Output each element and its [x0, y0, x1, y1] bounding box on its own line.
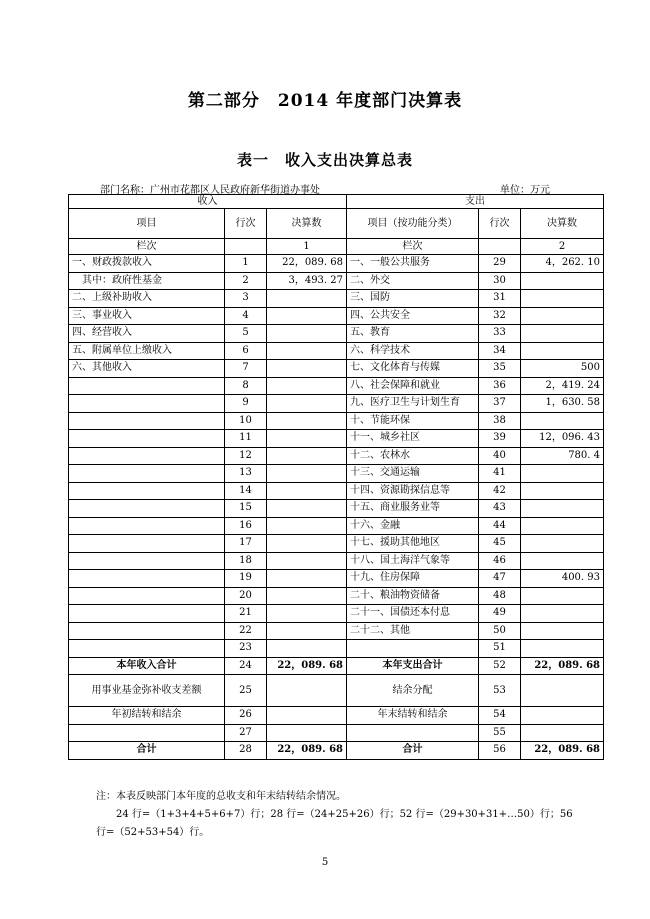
expense-amount-cell — [521, 500, 604, 518]
income-item-cell — [69, 587, 225, 605]
table-row — [69, 307, 604, 325]
expense-amount-cell — [521, 552, 604, 570]
col-number-blank-left — [225, 239, 267, 255]
expense-line-cell: 37 — [479, 395, 521, 413]
col-header-item: 项目 — [69, 209, 225, 239]
income-item-cell: 三、事业收入 — [69, 307, 225, 325]
income-amount-cell — [267, 570, 347, 588]
expense-line-cell: 51 — [479, 640, 521, 658]
expense-item-cell: 五、教育 — [347, 325, 479, 343]
expense-line-cell: 55 — [479, 724, 521, 742]
income-amount-cell — [267, 465, 347, 483]
expense-amount-cell — [521, 587, 604, 605]
income-amount-cell — [267, 535, 347, 553]
income-line-cell: 18 — [225, 552, 267, 570]
income-item-cell — [69, 500, 225, 518]
income-item-cell: 一、财政拨款收入 — [69, 255, 225, 273]
col-number-left: 1 — [267, 239, 347, 255]
expense-amount-cell — [521, 307, 604, 325]
table-row — [69, 465, 604, 483]
expense-amount-cell: 22，089. 68 — [521, 742, 604, 760]
income-line-cell: 6 — [225, 342, 267, 360]
income-amount-cell — [267, 552, 347, 570]
expense-item-cell: 十七、援助其他地区 — [347, 535, 479, 553]
expense-item-cell: 十五、商业服务业等 — [347, 500, 479, 518]
income-item-cell — [69, 605, 225, 623]
expense-item-cell: 八、社会保障和就业 — [347, 377, 479, 395]
income-item-cell — [69, 377, 225, 395]
expense-item-cell: 九、医疗卫生与计划生育 — [347, 395, 479, 413]
expense-amount-cell: 2，419. 24 — [521, 377, 604, 395]
expense-item-cell: 二十二、其他 — [347, 622, 479, 640]
expense-item-cell: 二十、粮油物资储备 — [347, 587, 479, 605]
table-row — [69, 622, 604, 640]
note-line: 注：本表反映部门本年度的总收支和年末结转结余情况。 — [96, 791, 346, 802]
expense-item-cell: 十九、住房保障 — [347, 570, 479, 588]
table-row — [69, 377, 604, 395]
table-title: 表一 收入支出决算总表 — [236, 151, 413, 169]
income-amount-cell — [267, 447, 347, 465]
expense-item-cell: 十、节能环保 — [347, 412, 479, 430]
income-amount-cell — [267, 707, 347, 725]
income-item-cell: 用事业基金弥补收支差额 — [69, 675, 225, 707]
expense-amount-cell: 22，089. 68 — [521, 657, 604, 675]
income-line-cell: 12 — [225, 447, 267, 465]
table-row — [69, 640, 604, 658]
expense-item-cell: 二、外交 — [347, 272, 479, 290]
income-amount-cell: 22，089. 68 — [267, 657, 347, 675]
income-item-cell: 年初结转和结余 — [69, 707, 225, 725]
expense-amount-cell — [521, 605, 604, 623]
income-line-cell: 20 — [225, 587, 267, 605]
income-item-cell: 其中：政府性基金 — [69, 272, 225, 290]
income-line-cell: 19 — [225, 570, 267, 588]
expense-line-cell: 38 — [479, 412, 521, 430]
expense-amount-cell: 780. 4 — [521, 447, 604, 465]
expense-line-cell: 42 — [479, 482, 521, 500]
expense-item-cell — [347, 724, 479, 742]
expense-line-cell: 30 — [479, 272, 521, 290]
income-amount-cell — [267, 377, 347, 395]
grand-total-row — [69, 742, 604, 760]
department-label: 部门名称：广州市花都区人民政府新华街道办事处 — [100, 185, 320, 196]
expense-item-cell: 合计 — [347, 742, 479, 760]
table-row — [69, 587, 604, 605]
col-header-amount: 决算数 — [267, 209, 347, 239]
expense-line-cell: 44 — [479, 517, 521, 535]
expense-amount-cell: 400. 93 — [521, 570, 604, 588]
income-amount-cell — [267, 412, 347, 430]
expense-line-cell: 39 — [479, 430, 521, 448]
income-amount-cell — [267, 430, 347, 448]
income-item-cell: 本年收入合计 — [69, 657, 225, 675]
expense-line-cell: 32 — [479, 307, 521, 325]
income-line-cell: 17 — [225, 535, 267, 553]
col-header-exp-item: 项目（按功能分类） — [347, 209, 479, 239]
col-header-line: 行次 — [225, 209, 267, 239]
expense-amount-cell — [521, 517, 604, 535]
expense-item-cell: 七、文化体育与传媒 — [347, 360, 479, 378]
expense-item-cell: 十三、交通运输 — [347, 465, 479, 483]
table-row — [69, 342, 604, 360]
table-row — [69, 447, 604, 465]
income-line-cell: 3 — [225, 290, 267, 308]
expense-line-cell: 45 — [479, 535, 521, 553]
table-row — [69, 552, 604, 570]
income-line-cell: 8 — [225, 377, 267, 395]
income-item-cell — [69, 412, 225, 430]
group-header-row — [69, 195, 604, 209]
column-header-row — [69, 209, 604, 239]
table-row — [69, 272, 604, 290]
income-item-cell: 六、其他收入 — [69, 360, 225, 378]
income-line-cell: 9 — [225, 395, 267, 413]
expense-amount-cell — [521, 535, 604, 553]
income-item-cell — [69, 535, 225, 553]
expense-amount-cell — [521, 342, 604, 360]
income-amount-cell — [267, 724, 347, 742]
income-line-cell: 26 — [225, 707, 267, 725]
expense-amount-cell — [521, 640, 604, 658]
income-item-cell — [69, 552, 225, 570]
expense-line-cell: 54 — [479, 707, 521, 725]
expense-item-cell: 十四、资源勘探信息等 — [347, 482, 479, 500]
income-line-cell: 15 — [225, 500, 267, 518]
expense-line-cell: 35 — [479, 360, 521, 378]
income-amount-cell — [267, 482, 347, 500]
expense-line-cell: 52 — [479, 657, 521, 675]
expense-amount-cell — [521, 482, 604, 500]
expense-item-cell: 十八、国土海洋气象等 — [347, 552, 479, 570]
expense-line-cell: 29 — [479, 255, 521, 273]
income-amount-cell — [267, 500, 347, 518]
income-item-cell: 四、经营收入 — [69, 325, 225, 343]
unit-label: 单位：万元 — [500, 185, 550, 196]
expense-amount-cell — [521, 707, 604, 725]
expense-item-cell: 十六、金融 — [347, 517, 479, 535]
income-line-cell: 10 — [225, 412, 267, 430]
income-line-cell: 11 — [225, 430, 267, 448]
expense-item-cell — [347, 640, 479, 658]
expense-amount-cell — [521, 325, 604, 343]
expense-amount-cell — [521, 272, 604, 290]
expense-amount-cell: 4，262. 10 — [521, 255, 604, 273]
column-number-row — [69, 239, 604, 255]
expense-item-cell: 本年支出合计 — [347, 657, 479, 675]
income-amount-cell — [267, 640, 347, 658]
table-row — [69, 482, 604, 500]
col-header-exp-amount: 决算数 — [521, 209, 604, 239]
expense-amount-cell — [521, 724, 604, 742]
expense-line-cell: 53 — [479, 675, 521, 707]
table-row — [69, 290, 604, 308]
expense-amount-cell — [521, 622, 604, 640]
col-number-label-right: 栏次 — [347, 239, 479, 255]
income-expense-table — [68, 194, 604, 760]
expense-line-cell: 47 — [479, 570, 521, 588]
income-amount-cell — [267, 342, 347, 360]
table-row — [69, 675, 604, 707]
expense-amount-cell — [521, 412, 604, 430]
table-row — [69, 360, 604, 378]
income-line-cell: 24 — [225, 657, 267, 675]
expense-line-cell: 50 — [479, 622, 521, 640]
table-row — [69, 500, 604, 518]
income-line-cell: 16 — [225, 517, 267, 535]
expense-amount-cell: 12，096. 43 — [521, 430, 604, 448]
expense-item-cell: 结余分配 — [347, 675, 479, 707]
income-line-cell: 22 — [225, 622, 267, 640]
income-amount-cell — [267, 395, 347, 413]
table-row — [69, 255, 604, 273]
income-item-cell — [69, 430, 225, 448]
col-header-exp-line: 行次 — [479, 209, 521, 239]
expense-group-header: 支出 — [347, 195, 604, 209]
income-item-cell — [69, 517, 225, 535]
income-item-cell — [69, 570, 225, 588]
income-amount-cell: 3，493. 27 — [267, 272, 347, 290]
income-line-cell: 1 — [225, 255, 267, 273]
income-item-cell — [69, 447, 225, 465]
income-item-cell — [69, 395, 225, 413]
income-amount-cell: 22，089. 68 — [267, 742, 347, 760]
income-item-cell — [69, 640, 225, 658]
expense-item-cell: 二十一、国债还本付息 — [347, 605, 479, 623]
expense-amount-cell: 1，630. 58 — [521, 395, 604, 413]
table-row — [69, 724, 604, 742]
col-number-blank-right — [479, 239, 521, 255]
income-line-cell: 13 — [225, 465, 267, 483]
expense-amount-cell — [521, 675, 604, 707]
income-amount-cell — [267, 290, 347, 308]
table-row — [69, 430, 604, 448]
note-line: 行=（52+53+54）行。 — [96, 827, 210, 838]
income-amount-cell — [267, 325, 347, 343]
table-row — [69, 570, 604, 588]
total-row — [69, 657, 604, 675]
expense-item-cell: 六、科学技术 — [347, 342, 479, 360]
expense-line-cell: 43 — [479, 500, 521, 518]
income-amount-cell — [267, 360, 347, 378]
table-row — [69, 412, 604, 430]
expense-line-cell: 36 — [479, 377, 521, 395]
income-line-cell: 21 — [225, 605, 267, 623]
income-item-cell: 五、附属单位上缴收入 — [69, 342, 225, 360]
income-item-cell — [69, 622, 225, 640]
income-line-cell: 2 — [225, 272, 267, 290]
income-amount-cell — [267, 675, 347, 707]
income-line-cell: 14 — [225, 482, 267, 500]
expense-line-cell: 40 — [479, 447, 521, 465]
expense-line-cell: 33 — [479, 325, 521, 343]
col-number-right: 2 — [521, 239, 604, 255]
note-line: 24 行=（1+3+4+5+6+7）行；28 行=（24+25+26）行；52 行=（29+30+31+…50）行；56 — [96, 809, 573, 820]
income-line-cell: 23 — [225, 640, 267, 658]
expense-amount-cell: 500 — [521, 360, 604, 378]
income-amount-cell — [267, 587, 347, 605]
income-amount-cell — [267, 517, 347, 535]
income-line-cell: 27 — [225, 724, 267, 742]
expense-item-cell: 一、一般公共服务 — [347, 255, 479, 273]
income-line-cell: 28 — [225, 742, 267, 760]
income-item-cell: 合计 — [69, 742, 225, 760]
income-line-cell: 25 — [225, 675, 267, 707]
income-amount-cell — [267, 307, 347, 325]
income-item-cell — [69, 724, 225, 742]
expense-amount-cell — [521, 290, 604, 308]
income-item-cell — [69, 465, 225, 483]
part-title: 第二部分 2014 年度部门决算表 — [187, 91, 463, 111]
expense-line-cell: 34 — [479, 342, 521, 360]
income-line-cell: 4 — [225, 307, 267, 325]
table-row — [69, 605, 604, 623]
table-row — [69, 535, 604, 553]
income-item-cell — [69, 482, 225, 500]
table-row — [69, 325, 604, 343]
table-row — [69, 707, 604, 725]
notes — [96, 788, 616, 842]
income-amount-cell — [267, 605, 347, 623]
expense-line-cell: 46 — [479, 552, 521, 570]
income-amount-cell: 22，089. 68 — [267, 255, 347, 273]
expense-line-cell: 31 — [479, 290, 521, 308]
table-row — [69, 395, 604, 413]
expense-amount-cell — [521, 465, 604, 483]
expense-item-cell: 十二、农林水 — [347, 447, 479, 465]
expense-line-cell: 48 — [479, 587, 521, 605]
income-line-cell: 7 — [225, 360, 267, 378]
expense-item-cell: 三、国防 — [347, 290, 479, 308]
expense-line-cell: 56 — [479, 742, 521, 760]
expense-item-cell: 十一、城乡社区 — [347, 430, 479, 448]
col-number-label-left: 栏次 — [69, 239, 225, 255]
expense-line-cell: 49 — [479, 605, 521, 623]
expense-line-cell: 41 — [479, 465, 521, 483]
income-amount-cell — [267, 622, 347, 640]
income-group-header: 收入 — [69, 195, 347, 209]
income-line-cell: 5 — [225, 325, 267, 343]
page-number: 5 — [321, 857, 329, 868]
expense-item-cell: 四、公共安全 — [347, 307, 479, 325]
income-item-cell: 二、上级补助收入 — [69, 290, 225, 308]
expense-item-cell: 年末结转和结余 — [347, 707, 479, 725]
table-row — [69, 517, 604, 535]
